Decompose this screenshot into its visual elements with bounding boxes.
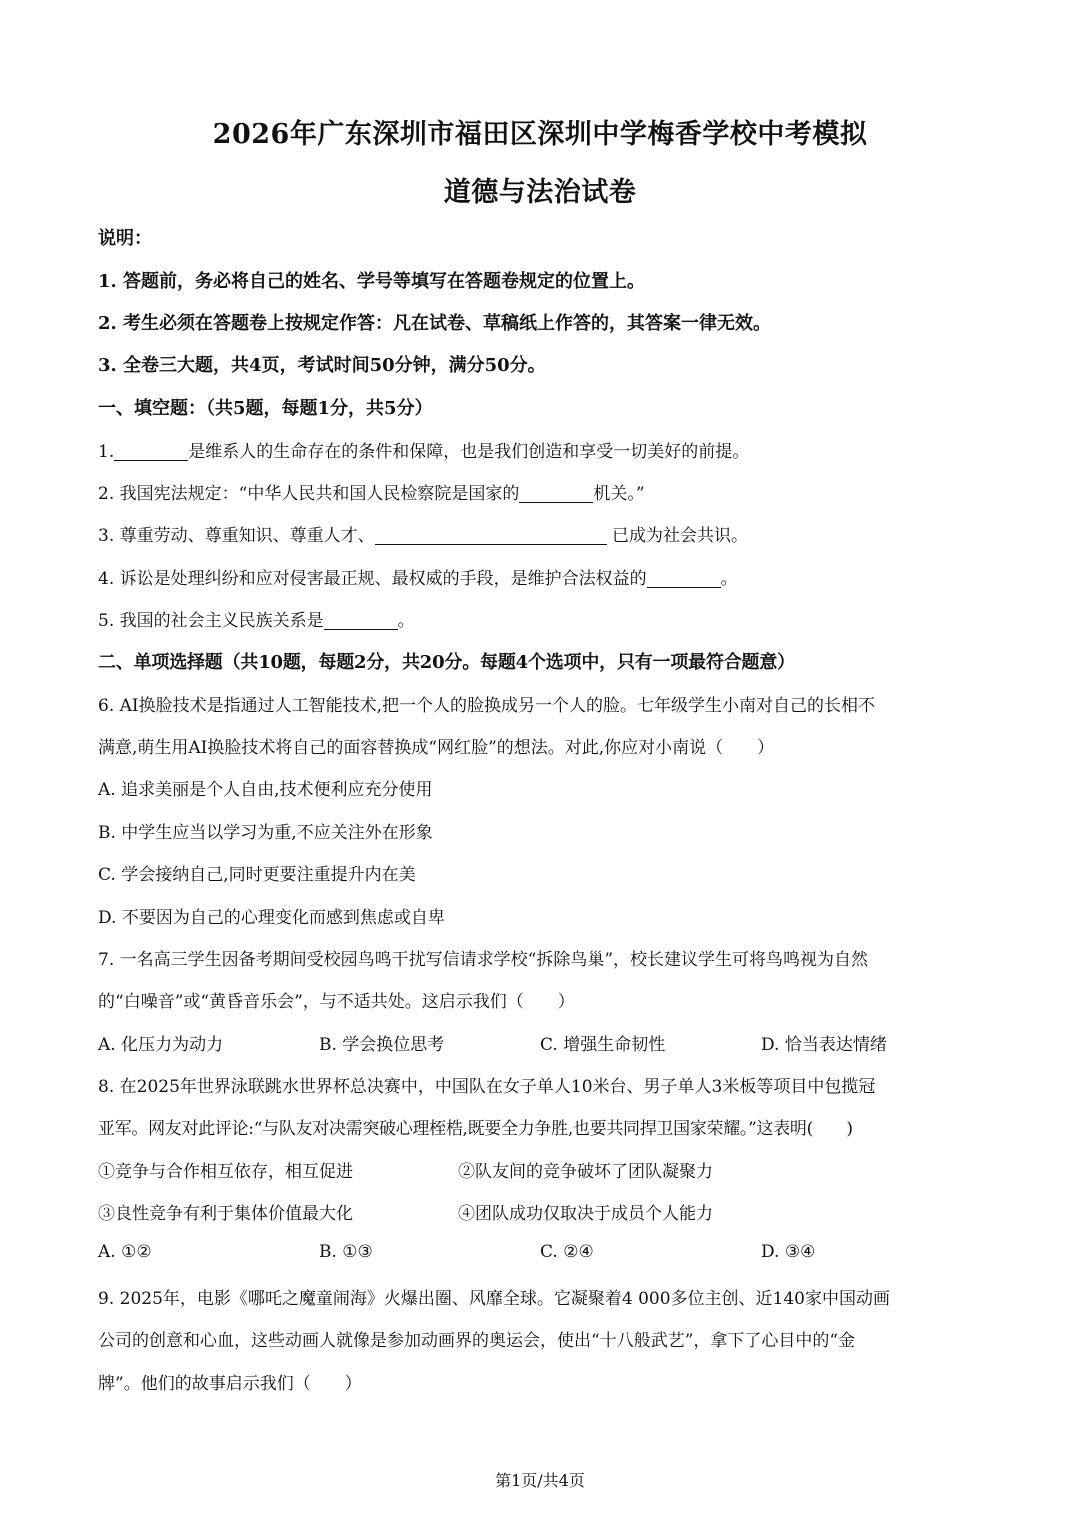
- question-8-stem: 亚军。网友对此评论:“与队友对决需突破心理桎梏,既要全力争胜,也要共同捍卫国家荣耀。”这表明( ): [98, 1119, 853, 1139]
- statement-2: ②队友间的竞争破坏了团队凝聚力: [458, 1162, 713, 1182]
- question-text: 。: [397, 611, 415, 631]
- option-b[interactable]: B. ①③: [319, 1242, 373, 1262]
- statement-3: ③良性竞争有利于集体价值最大化: [98, 1204, 353, 1224]
- question-text: 2. 我国宪法规定：“中华人民共和国人民检察院是国家的: [98, 484, 520, 504]
- statement-4: ④团队成功仅取决于成员个人能力: [458, 1204, 713, 1224]
- option-d[interactable]: D. ③④: [761, 1242, 816, 1262]
- question-9-stem: 公司的创意和心血，这些动画人就像是参加动画界的奥运会，使出“十八般武艺”，拿下了心目中的“金: [98, 1331, 856, 1351]
- option-a[interactable]: A. 追求美丽是个人自由,技术便利应充分使用: [98, 780, 433, 800]
- answer-blank[interactable]: [375, 526, 607, 545]
- option-a[interactable]: A. ①②: [98, 1242, 152, 1262]
- question-7-stem: 7. 一名高三学生因备考期间受校园鸟鸣干扰写信请求学校“拆除鸟巢”，校长建议学生可将鸟鸣视为自然: [98, 950, 869, 970]
- question-text: 3. 尊重劳动、尊重知识、尊重人才、: [98, 526, 375, 546]
- option-a[interactable]: A. 化压力为动力: [98, 1035, 224, 1055]
- question-text: 已成为社会共识。: [606, 526, 749, 546]
- option-b[interactable]: B. 中学生应当以学习为重,不应关注外在形象: [98, 823, 433, 843]
- question-5: [98, 606, 988, 631]
- option-d[interactable]: D. 恰当表达情绪: [761, 1035, 887, 1055]
- instruction-item: 1. 答题前，务必将自己的姓名、学号等填写在答题卷规定的位置上。: [98, 271, 646, 292]
- question-text: 1.: [98, 442, 115, 462]
- question-text: 4. 诉讼是处理纠纷和应对侵害最正规、最权威的手段，是维护合法权益的: [98, 569, 647, 589]
- option-d[interactable]: D. 不要因为自己的心理变化而感到焦虑或自卑: [98, 908, 445, 928]
- question-text: 是维系人的生命存在的条件和保障，也是我们创造和享受一切美好的前提。: [188, 442, 750, 462]
- option-c[interactable]: C. ②④: [540, 1242, 594, 1262]
- option-c[interactable]: C. 增强生命韧性: [540, 1035, 666, 1055]
- section2-heading: 二、单项选择题（共10题，每题2分，共20分。每题4个选项中，只有一项最符合题意）: [98, 652, 795, 673]
- instructions-heading: 说明：: [98, 228, 152, 249]
- instruction-item: 2. 考生必须在答题卷上按规定作答：凡在试卷、草稿纸上作答的，其答案一律无效。: [98, 313, 772, 334]
- question-3: [98, 521, 988, 546]
- question-8-stem: 8. 在2025年世界泳联跳水世界杯总决赛中，中国队在女子单人10米台、男子单人3米板等项目中包揽冠: [98, 1077, 876, 1097]
- exam-title-line2: 道德与法治试卷: [443, 177, 637, 208]
- question-9-stem: 牌”。他们的故事启示我们（ ）: [98, 1374, 362, 1394]
- question-7-stem: 的“白噪音”或“黄昏音乐会”，与不适共处。这启示我们（ ）: [98, 992, 575, 1012]
- answer-blank[interactable]: [519, 484, 593, 503]
- answer-blank[interactable]: [324, 611, 398, 630]
- instruction-item: 3. 全卷三大题，共4页，考试时间50分钟，满分50分。: [98, 355, 546, 376]
- answer-blank[interactable]: [114, 442, 188, 461]
- page-number: 第1页/共4页: [495, 1471, 585, 1490]
- answer-blank[interactable]: [647, 569, 721, 588]
- exam-title-line1: 2026年广东深圳市福田区深圳中学梅香学校中考模拟: [212, 119, 868, 150]
- question-6-stem: 满意,萌生用AI换脸技术将自己的面容替换成“网红脸”的想法。对此,你应对小南说（ ）: [98, 738, 775, 758]
- option-b[interactable]: B. 学会换位思考: [319, 1035, 445, 1055]
- question-9-stem: 9. 2025年，电影《哪吒之魔童闹海》火爆出圈、风靡全球。它凝聚着4 000多位主创、近140家中国动画: [98, 1289, 891, 1309]
- question-text: 5. 我国的社会主义民族关系是: [98, 611, 324, 631]
- option-c[interactable]: C. 学会接纳自己,同时更要注重提升内在美: [98, 865, 416, 885]
- statement-1: ①竞争与合作相互依存，相互促进: [98, 1162, 353, 1182]
- question-1: [98, 437, 988, 462]
- question-text: 机关。”: [593, 484, 645, 504]
- question-4: [98, 564, 988, 589]
- question-text: 。: [720, 569, 738, 589]
- section1-heading: 一、填空题：（共5题，每题1分，共5分）: [98, 398, 433, 419]
- question-6-stem: 6. AI换脸技术是指通过人工智能技术,把一个人的脸换成另一个人的脸。七年级学生小南对自己的长相不: [98, 696, 876, 716]
- question-2: [98, 479, 988, 504]
